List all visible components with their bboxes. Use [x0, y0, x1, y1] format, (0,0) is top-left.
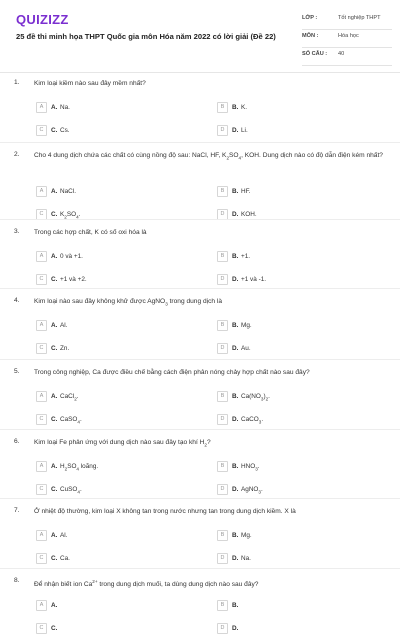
- meta-row-class: [302, 12, 392, 30]
- option-letter: A.: [51, 602, 58, 609]
- answer-option-b[interactable]: [217, 530, 377, 542]
- option-letter-box: C: [36, 484, 47, 495]
- question-divider: [0, 219, 400, 220]
- question-number: 4.: [14, 297, 20, 304]
- question-divider: [0, 288, 400, 289]
- option-letter: D.: [232, 127, 239, 134]
- meta-value: Tốt nghiệp THPT: [338, 15, 381, 21]
- question-text: Kim loại nào sau đây không khử được AgNO$_3$ trong dung dịch là: [34, 298, 223, 307]
- option-letter: D.: [232, 416, 239, 423]
- option-letter-box: B: [217, 391, 228, 402]
- option-letter: B.: [232, 188, 239, 195]
- option-letter: C.: [51, 127, 58, 134]
- option-text: Na.: [241, 555, 251, 562]
- answer-option-a[interactable]: [36, 251, 196, 263]
- option-letter-box: B: [217, 530, 228, 541]
- answer-option-d[interactable]: [217, 414, 377, 426]
- option-letter-box: B: [217, 251, 228, 262]
- option-text: $K_2SO_4$.: [60, 211, 81, 220]
- answer-option-b[interactable]: [217, 102, 377, 114]
- question-number: 7.: [14, 507, 20, 514]
- option-letter-box: D: [217, 274, 228, 285]
- answer-option-a[interactable]: [36, 102, 196, 114]
- option-text: 0 và +1.: [60, 253, 83, 260]
- answer-option-b[interactable]: [217, 600, 377, 612]
- option-text: +1.: [241, 253, 251, 260]
- header: [0, 0, 400, 72]
- option-letter: A.: [51, 104, 58, 111]
- answer-option-a[interactable]: [36, 461, 196, 473]
- answer-option-b[interactable]: [217, 251, 377, 263]
- option-text: KOH.: [241, 211, 257, 218]
- meta-row-subject: [302, 30, 392, 48]
- question-number: 8.: [14, 577, 20, 584]
- meta-label: SỐ CÂU :: [302, 51, 328, 57]
- option-letter: A.: [51, 463, 58, 470]
- option-text: Li.: [241, 127, 248, 134]
- option-text: Al.: [60, 322, 68, 329]
- option-letter: D.: [232, 211, 239, 218]
- question-divider: [0, 568, 400, 569]
- answer-option-b[interactable]: [217, 186, 377, 198]
- option-letter-box: D: [217, 623, 228, 634]
- option-letter-box: D: [217, 209, 228, 220]
- option-letter: B.: [232, 104, 239, 111]
- option-letter: B.: [232, 463, 239, 470]
- option-letter-box: A: [36, 461, 47, 472]
- option-letter-box: D: [217, 414, 228, 425]
- option-text: CaCO$_3$.: [241, 416, 264, 425]
- option-letter-box: A: [36, 251, 47, 262]
- option-letter-box: C: [36, 209, 47, 220]
- header-divider: [0, 72, 400, 73]
- option-letter-box: A: [36, 102, 47, 113]
- option-text: CuSO$_4$.: [60, 486, 82, 495]
- question-text: Kim loại kiềm nào sau đây mềm nhất?: [34, 80, 146, 87]
- option-letter: D.: [232, 486, 239, 493]
- option-letter-box: B: [217, 600, 228, 611]
- option-letter: A.: [51, 253, 58, 260]
- question-number: 3.: [14, 228, 20, 235]
- option-letter-box: A: [36, 600, 47, 611]
- question-number: 2.: [14, 151, 20, 158]
- question-text: Cho 4 dung dịch chứa các chất có cùng nồng độ sau: NaCl, HF, $K_2SO_4$, KOH. Dung dịch nào có độ dẫn điện kém nhất?: [34, 152, 383, 161]
- option-letter: A.: [51, 532, 58, 539]
- answer-option-c[interactable]: [36, 274, 196, 286]
- option-text: $Ca(NO_3)_2$.: [241, 393, 270, 402]
- meta-panel: [302, 12, 392, 66]
- option-letter: B.: [232, 253, 239, 260]
- option-letter: B.: [232, 532, 239, 539]
- question-divider: [0, 142, 400, 143]
- option-letter: C.: [51, 345, 58, 352]
- question-divider: [0, 359, 400, 360]
- answer-option-d[interactable]: [217, 274, 377, 286]
- option-text: NaCl.: [60, 188, 76, 195]
- option-text: Ca.: [60, 555, 70, 562]
- option-text: HF.: [241, 188, 251, 195]
- meta-value: 40: [338, 51, 345, 57]
- option-text: Mg.: [241, 322, 252, 329]
- question-number: 1.: [14, 79, 20, 86]
- option-letter-box: A: [36, 186, 47, 197]
- answer-option-a[interactable]: [36, 530, 196, 542]
- option-letter-box: D: [217, 553, 228, 564]
- option-letter-box: A: [36, 530, 47, 541]
- answer-option-b[interactable]: [217, 320, 377, 332]
- option-text: Na.: [60, 104, 70, 111]
- option-letter-box: C: [36, 125, 47, 136]
- option-letter-box: D: [217, 343, 228, 354]
- option-letter-box: C: [36, 623, 47, 634]
- question-number: 5.: [14, 368, 20, 375]
- answer-option-d[interactable]: [217, 343, 377, 355]
- answer-option-c[interactable]: [36, 623, 196, 635]
- meta-label: MÔN :: [302, 33, 319, 39]
- option-letter: A.: [51, 322, 58, 329]
- option-letter: C.: [51, 276, 58, 283]
- meta-value: Hóa học: [338, 33, 359, 39]
- answer-option-a[interactable]: [36, 186, 196, 198]
- option-letter-box: C: [36, 274, 47, 285]
- option-letter: D.: [232, 555, 239, 562]
- question-divider: [0, 498, 400, 499]
- answer-option-c[interactable]: [36, 553, 196, 565]
- answer-option-a[interactable]: [36, 600, 196, 612]
- option-letter-box: B: [217, 461, 228, 472]
- option-text: K.: [241, 104, 248, 111]
- question-text: Trong công nghiệp, Ca được điều chế bằng cách điện phân nóng chảy hợp chất nào sau đây?: [34, 369, 310, 376]
- option-letter: D.: [232, 276, 239, 283]
- answer-option-a[interactable]: [36, 320, 196, 332]
- option-letter-box: C: [36, 414, 47, 425]
- option-text: AgNO$_3$.: [241, 486, 263, 495]
- option-letter-box: C: [36, 343, 47, 354]
- answer-option-d[interactable]: [217, 125, 377, 137]
- option-text: $HNO_3$.: [241, 463, 260, 472]
- document-title: 25 đề thi minh họa THPT Quốc gia môn Hóa năm 2022 có lời giải (Đề 22): [16, 32, 276, 41]
- answer-option-c[interactable]: [36, 414, 196, 426]
- option-letter: B.: [232, 322, 239, 329]
- option-text: CaCl$_2$.: [60, 393, 79, 402]
- option-text: Mg.: [241, 532, 252, 539]
- option-letter: B.: [232, 602, 239, 609]
- option-letter-box: B: [217, 102, 228, 113]
- option-letter: C.: [51, 211, 58, 218]
- option-letter: C.: [51, 416, 58, 423]
- answer-option-c[interactable]: [36, 484, 196, 496]
- question-number: 6.: [14, 438, 20, 445]
- answer-option-c[interactable]: [36, 343, 196, 355]
- answer-option-c[interactable]: [36, 125, 196, 137]
- answer-option-b[interactable]: [217, 391, 377, 403]
- option-text: CaSO$_4$.: [60, 416, 82, 425]
- option-letter: A.: [51, 393, 58, 400]
- answer-option-b[interactable]: [217, 461, 377, 473]
- option-letter: D.: [232, 345, 239, 352]
- option-letter-box: C: [36, 553, 47, 564]
- option-letter: C.: [51, 625, 58, 632]
- meta-divider: [302, 65, 392, 66]
- answer-option-d[interactable]: [217, 623, 377, 635]
- answer-option-a[interactable]: [36, 391, 196, 403]
- option-letter-box: D: [217, 125, 228, 136]
- option-letter-box: B: [217, 320, 228, 331]
- option-letter: A.: [51, 188, 58, 195]
- option-text: Al.: [60, 532, 68, 539]
- option-letter: C.: [51, 486, 58, 493]
- meta-label: LỚP :: [302, 15, 318, 21]
- question-text: Để nhận biết ion $Ca^{2+}$ trong dung dịch muối, ta dùng dung dịch nào sau đây?: [34, 579, 259, 589]
- option-text: +1 và +2.: [60, 276, 87, 283]
- option-text: Au.: [241, 345, 251, 352]
- option-letter-box: D: [217, 484, 228, 495]
- answer-option-d[interactable]: [217, 484, 377, 496]
- question-text: Ở nhiệt độ thường, kim loại X không tan trong nước nhưng tan trong dung dịch kiềm. X là: [34, 508, 296, 515]
- option-letter: C.: [51, 555, 58, 562]
- option-text: Cs.: [60, 127, 70, 134]
- option-letter-box: B: [217, 186, 228, 197]
- option-letter: D.: [232, 625, 239, 632]
- meta-row-question-count: [302, 48, 392, 66]
- question-text: Kim loại Fe phản ứng với dung dịch nào sau đây tạo khí $H_2$?: [34, 439, 211, 448]
- option-text: Zn.: [60, 345, 70, 352]
- option-text: $H_2SO_4$ loãng.: [60, 463, 99, 472]
- question-divider: [0, 429, 400, 430]
- question-text: Trong các hợp chất, K có số oxi hóa là: [34, 229, 147, 236]
- option-text: +1 và -1.: [241, 276, 267, 283]
- option-letter-box: A: [36, 391, 47, 402]
- option-letter: B.: [232, 393, 239, 400]
- answer-option-d[interactable]: [217, 553, 377, 565]
- option-letter-box: A: [36, 320, 47, 331]
- quizizz-logo: QUIZIZZ: [16, 12, 69, 27]
